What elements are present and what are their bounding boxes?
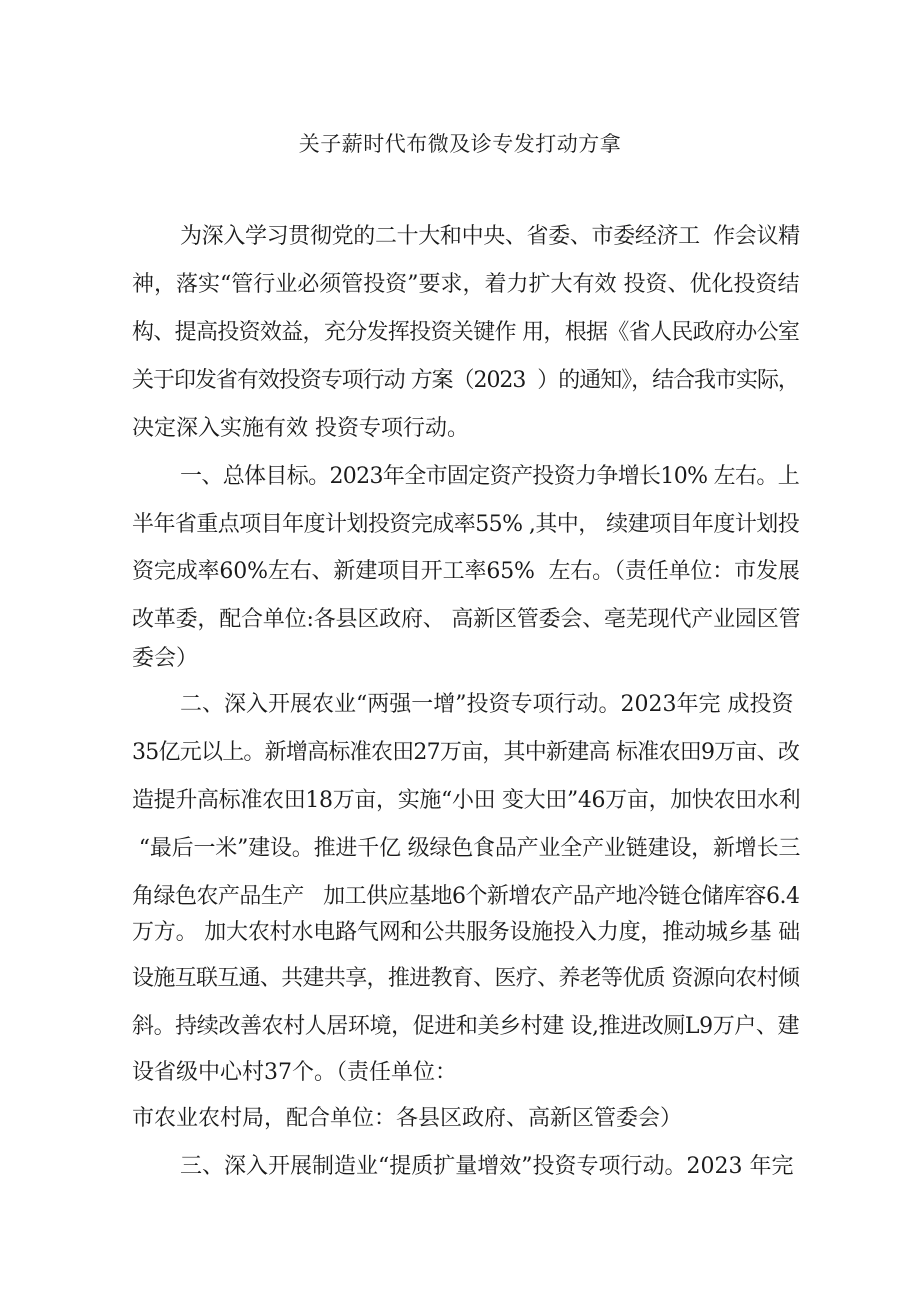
paragraph-3-line-2: 35亿元以上。新增高标准农田27万亩，其中新建高 标准农田9万亩、改 (132, 740, 800, 765)
paragraph-2-line-2: 半年省重点项目年度计划投资完成率55% ,其中， 续建项目年度计划投 (132, 512, 800, 537)
paragraph-3-line-9: 设省级中心村37个。（责任单位： (132, 1060, 457, 1085)
paragraph-1-line-5: 决定深入实施有效 投资专项行动。 (132, 416, 469, 441)
paragraph-1-line-1: 为深入学习贯彻党的二十大和中央、省委、市委经济工 作会议精 (180, 224, 800, 249)
paragraph-3-line-5: 角绿色农产品生产 加工供应基地6个新增农产品产地冷链仓储库容6.4 (132, 884, 800, 909)
document-title: 关子薪时代布微及诊专发打动方拿 (298, 132, 622, 156)
paragraph-2-line-1: 一、总体目标。2023年全市固定资产投资力争增长10% 左右。上 (180, 464, 800, 489)
paragraph-3-line-8: 斜。持续改善农村人居环境，促进和美乡村建 设,推进改厕L9万户、建 (132, 1014, 800, 1039)
paragraph-1-line-4: 关于印发省有效投资专项行动 方案（2023 ）的通知》，结合我市实际， (132, 368, 799, 393)
paragraph-2-line-5: 委会） (132, 646, 199, 671)
paragraph-3-line-10: 市农业农村局，配合单位：各县区政府、高新区管委会） (132, 1106, 683, 1131)
paragraph-3-line-7: 设施互联互通、共建共享，推进教育、医疗、养老等优质 资源向农村倾 (132, 966, 800, 991)
paragraph-3-line-3: 造提升高标准农田18万亩，实施“小田 变大田”46万亩，加快农田水利 (132, 788, 801, 813)
paragraph-3-line-6: 万方。 加大农村水电路气网和公共服务设施投入力度，推动城乡基 础 (132, 920, 800, 945)
paragraph-3-line-4: “最后一米”建设。推进千亿 级绿色食品产业全产业链建设，新增长三 (132, 836, 801, 861)
paragraph-3-line-1: 二、深入开展农业“两强一增”投资专项行动。2023年完 成投资 (180, 692, 794, 717)
paragraph-4-line-1: 三、深入开展制造业“提质扩量增效”投资专项行动。2023 年完 (180, 1154, 794, 1179)
paragraph-1-line-2: 神，落实“管行业必须管投资”要求，着力扩大有效 投资、优化投资结 (132, 272, 800, 297)
paragraph-2-line-4: 改革委，配合单位:各县区政府、 高新区管委会、亳芜现代产业园区管 (132, 607, 801, 632)
paragraph-1-line-3: 构、提高投资效益，充分发挥投资关键作 用，根据《省人民政府办公室 (132, 320, 800, 345)
paragraph-2-line-3: 资完成率60%左右、新建项目开工率65% 左右。（责任单位：市发展 (132, 559, 800, 584)
